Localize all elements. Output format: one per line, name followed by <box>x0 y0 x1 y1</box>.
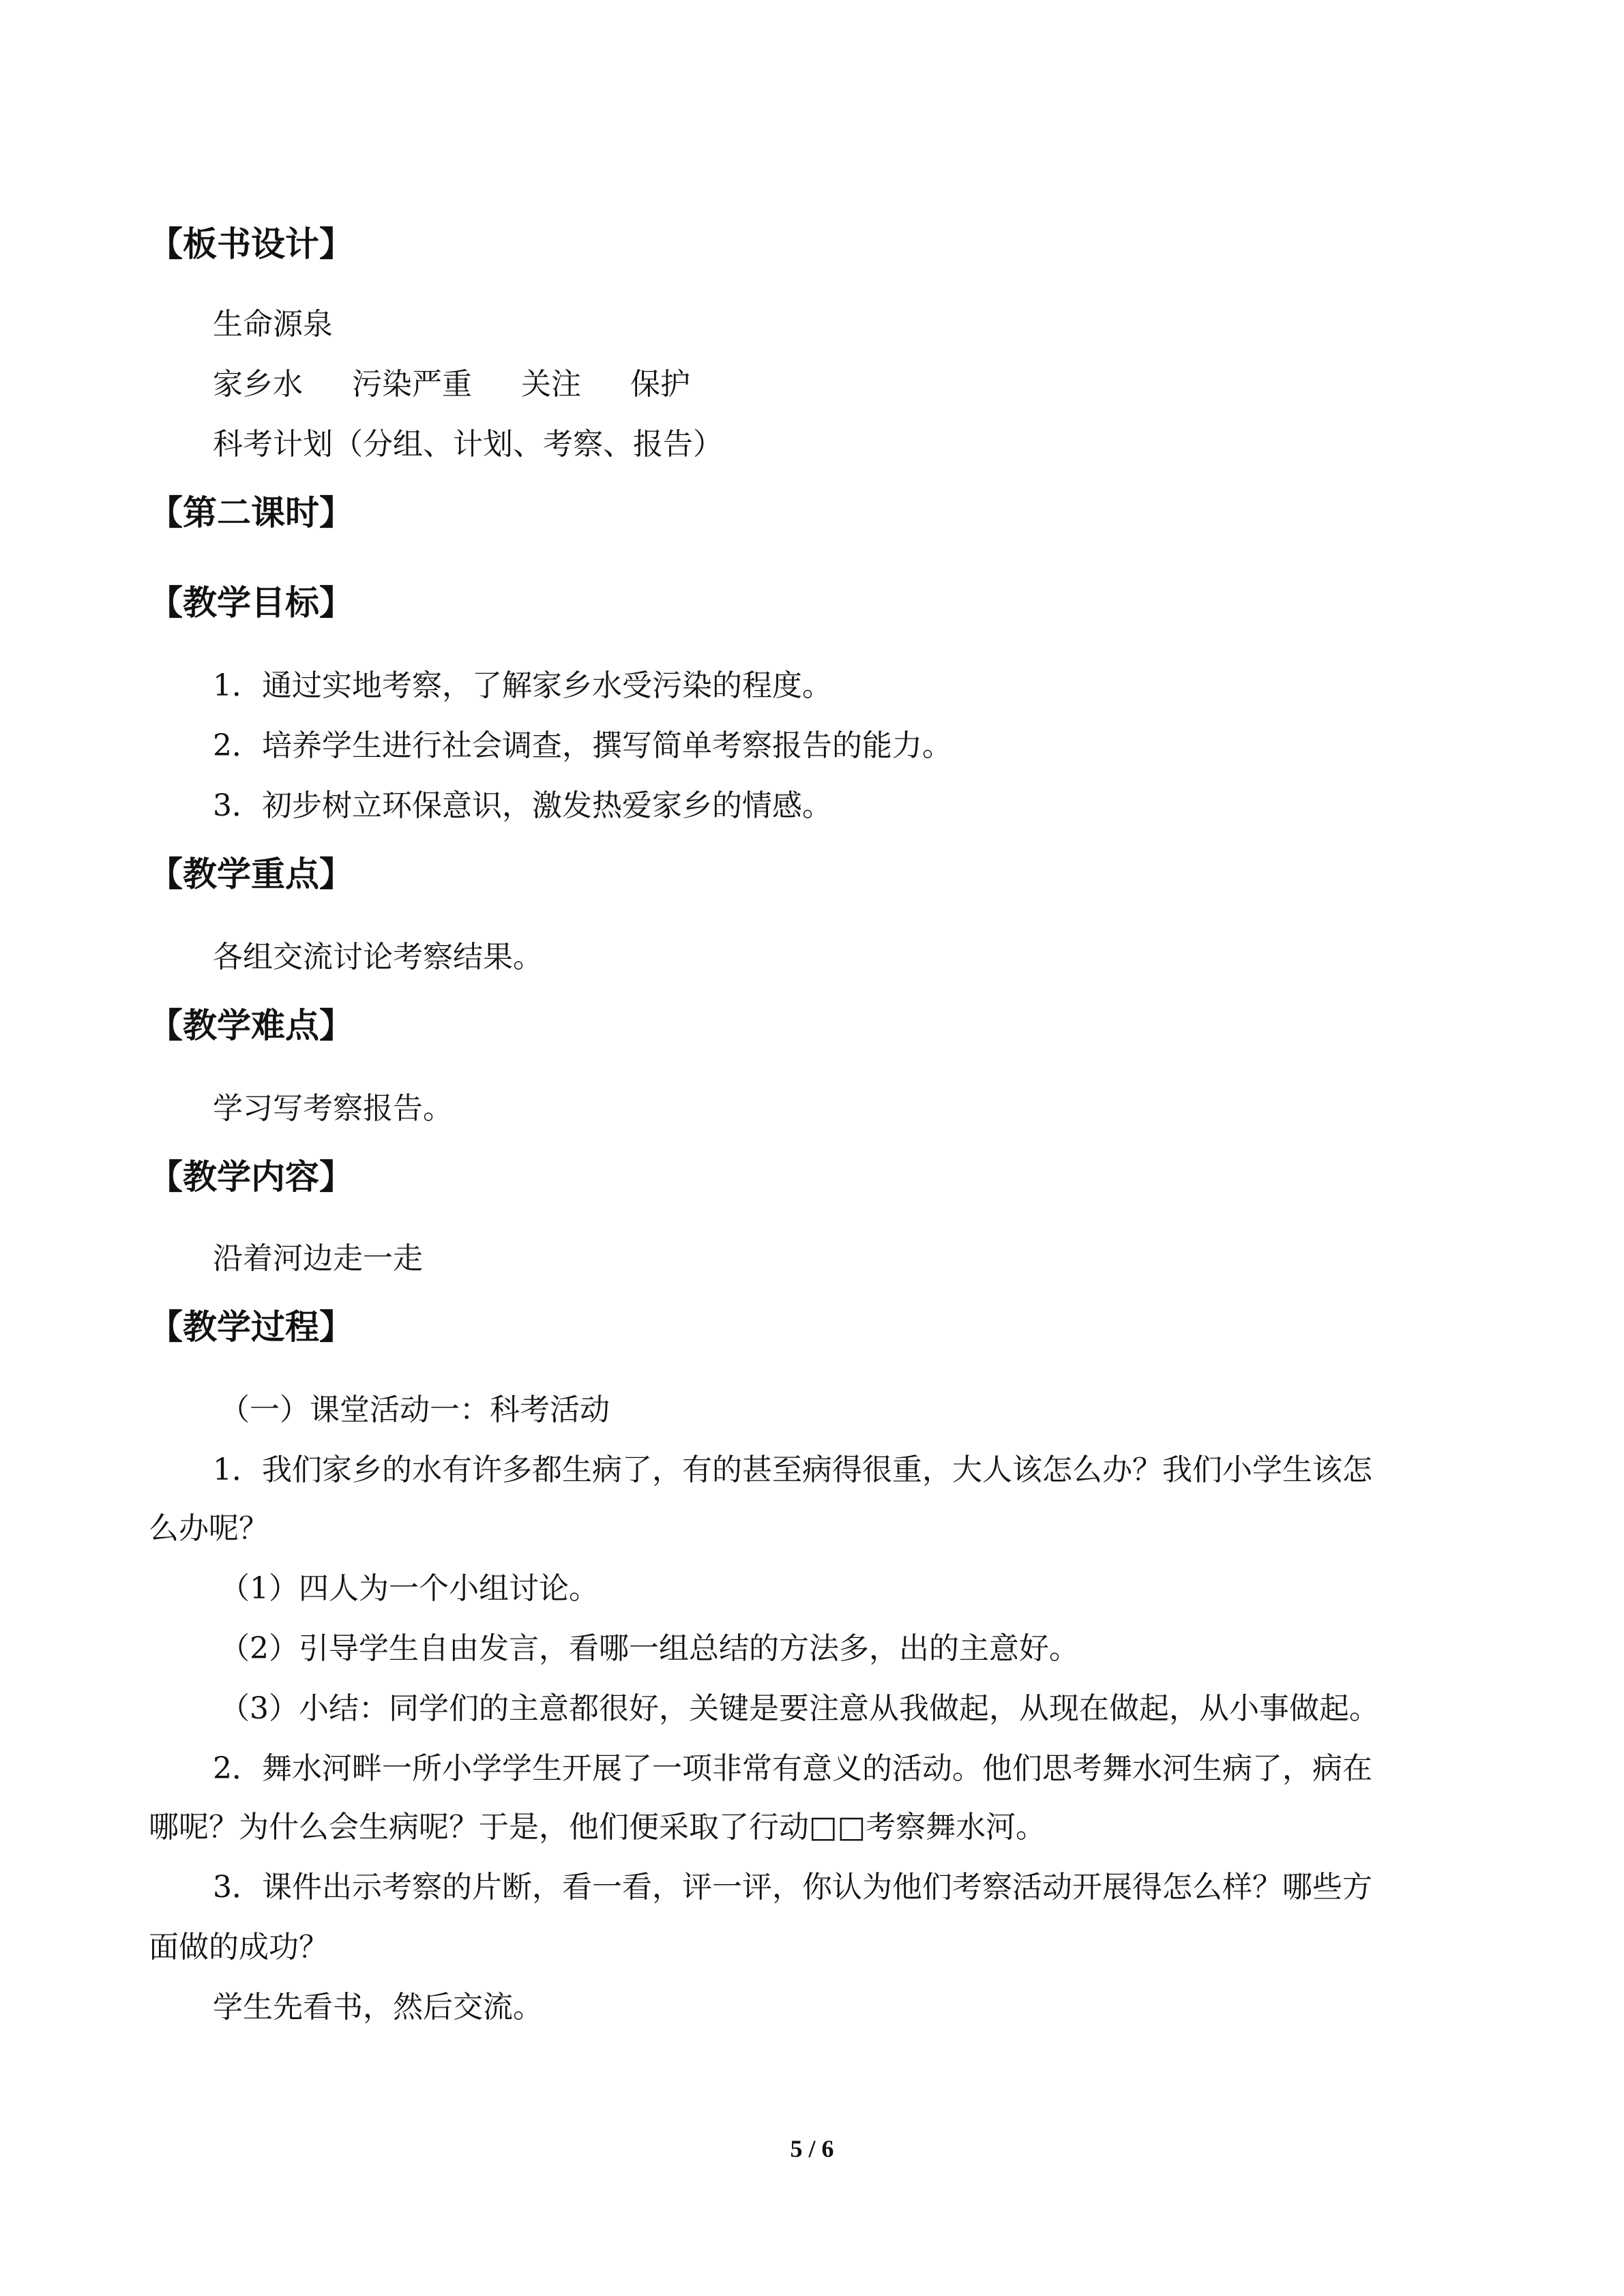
objective-item-3: 3．初步树立环保意识，激发热爱家乡的情感。 <box>213 788 832 823</box>
process-sub3: （3）小结：同学们的主意都很好，关键是要注意从我做起，从现在做起，从小事做起。 <box>220 1691 1379 1726</box>
content-text: 沿着河边走一走 <box>213 1241 423 1276</box>
board-line-3: 科考计划（分组、计划、考察、报告） <box>213 427 723 462</box>
process-sub2: （2）引导学生自由发言，看哪一组总结的方法多，出的主意好。 <box>220 1631 1079 1666</box>
objectives-heading: 【教学目标】 <box>149 583 353 623</box>
difficulties-text: 学习写考察报告。 <box>213 1091 453 1126</box>
activity-title: （一）课堂活动一：科考活动 <box>220 1392 610 1427</box>
board-line-1: 生命源泉 <box>213 307 333 342</box>
objective-item-1: 1．通过实地考察，了解家乡水受污染的程度。 <box>213 668 832 703</box>
process-p2-line1: 2．舞水河畔一所小学学生开展了一项非常有意义的活动。他们思考舞水河生病了，病在 <box>213 1751 1372 1786</box>
key-points-heading: 【教学重点】 <box>149 854 353 894</box>
objective-item-2: 2．培养学生进行社会调查，撰写简单考察报告的能力。 <box>213 728 952 763</box>
page-number: 5 / 6 <box>790 2135 834 2162</box>
process-sub1: （1）四人为一个小组讨论。 <box>220 1571 599 1606</box>
difficulties-heading: 【教学难点】 <box>149 1006 353 1045</box>
content-heading: 【教学内容】 <box>149 1157 353 1197</box>
board-design-heading: 【板书设计】 <box>149 224 353 264</box>
process-p2-line2: 哪呢？为什么会生病呢？于是，他们便采取了行动□□考察舞水河。 <box>149 1810 1046 1845</box>
board-line-2 <box>213 364 690 405</box>
process-p3-line2: 面做的成功？ <box>149 1930 329 1965</box>
board-item-1: 家乡水 <box>213 367 303 402</box>
second-period-heading: 【第二课时】 <box>149 493 353 533</box>
process-p3-line1: 3．课件出示考察的片断，看一看，评一评，你认为他们考察活动开展得怎么样？哪些方 <box>213 1870 1372 1905</box>
key-points-text: 各组交流讨论考察结果。 <box>213 940 543 974</box>
board-item-4: 保护 <box>630 367 690 402</box>
process-p1-line2: 么办呢？ <box>149 1511 269 1546</box>
process-p1-line1: 1．我们家乡的水有许多都生病了，有的甚至病得很重，大人该怎么办？我们小学生该怎 <box>213 1452 1372 1487</box>
board-item-3: 关注 <box>521 367 581 402</box>
process-p4: 学生先看书，然后交流。 <box>213 1990 543 2025</box>
board-item-2: 污染严重 <box>352 367 472 402</box>
process-heading: 【教学过程】 <box>149 1307 353 1347</box>
